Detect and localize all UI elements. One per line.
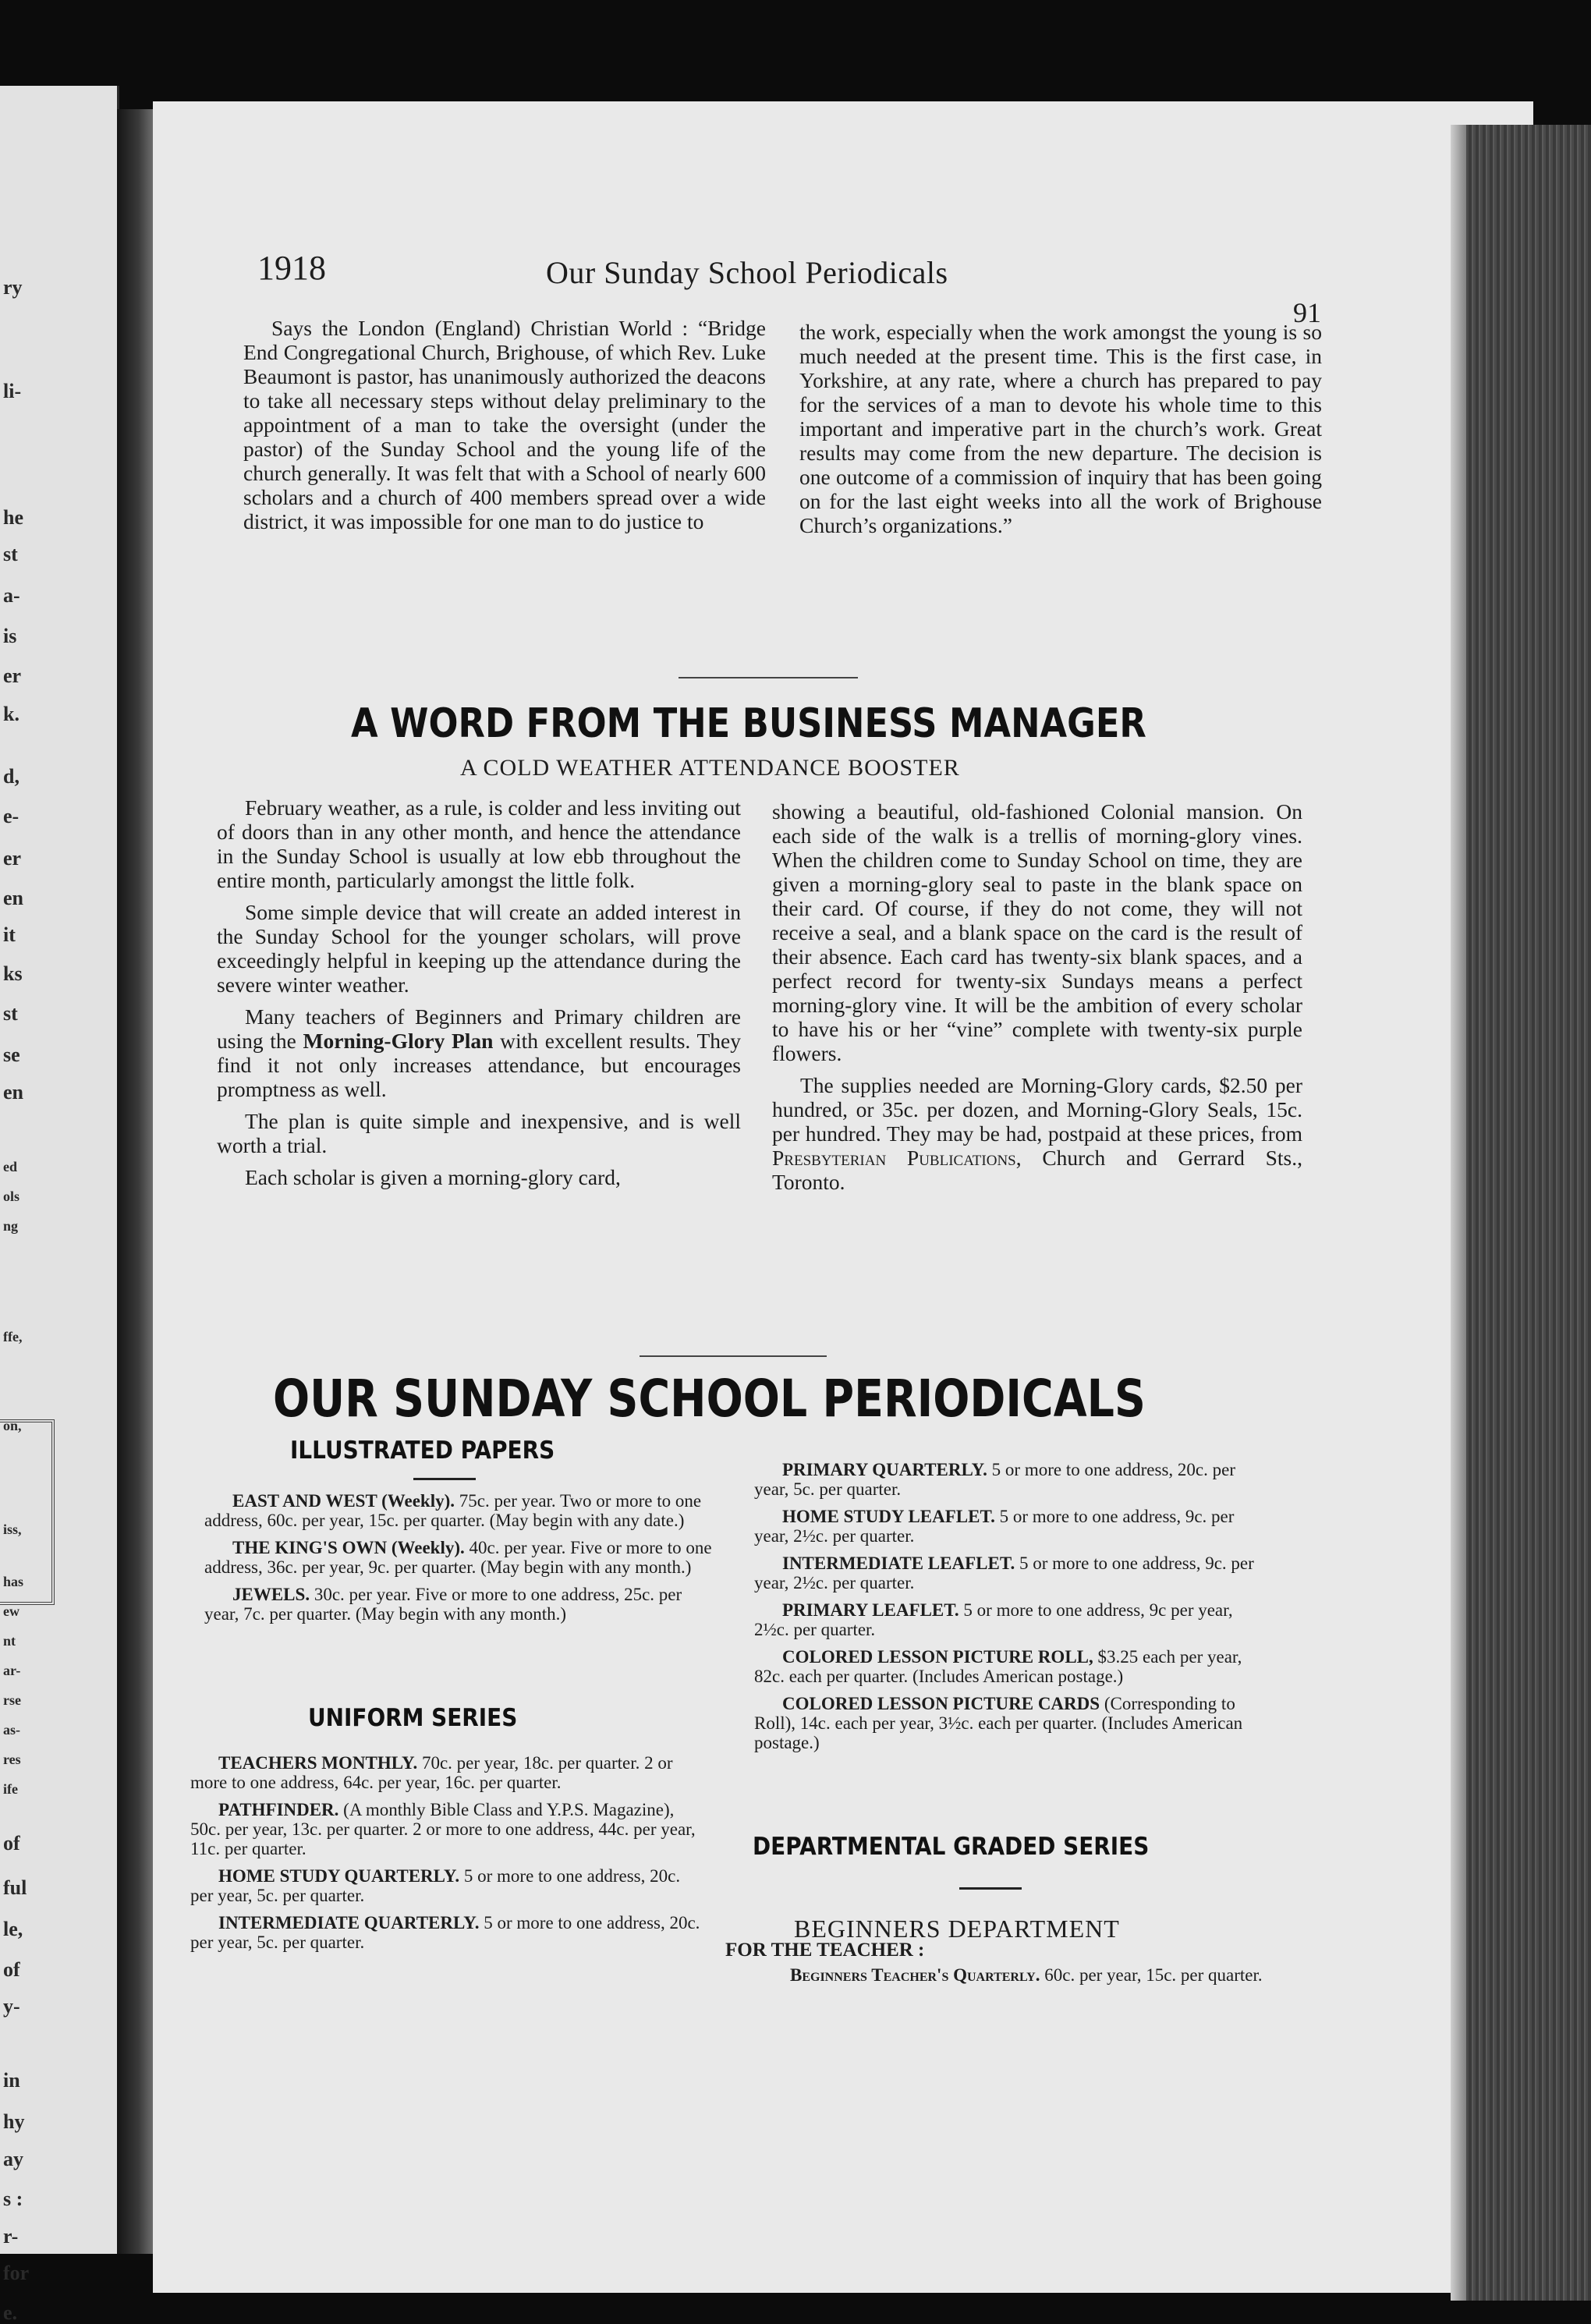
top-article-right-column — [799, 320, 1322, 545]
facing-page-fragment: of — [3, 1832, 20, 1855]
facing-page-fragment: it — [3, 923, 16, 947]
business-paragraph-4: The plan is quite simple and inexpensive, and is well worth a trial. — [217, 1109, 741, 1157]
facing-page-fragment: e. — [3, 2301, 18, 2324]
facing-page-fragment: ful — [3, 1876, 27, 1899]
business-right-paragraph-2: The supplies needed are Morning-Glory cards, $2.50 per hundred, or 35c. per dozen, and Morning-Glory Seals, 15c. per hundred. They may be had, postpaid at these prices, from Presbyterian Publications, Church and Gerrard Sts., Toronto. — [772, 1073, 1302, 1194]
facing-page-fragment: rse — [3, 1692, 21, 1708]
facing-page-fragment: is — [3, 624, 17, 647]
illustrated-papers-heading: ILLUSTRATED PAPERS — [290, 1437, 555, 1465]
business-right-column — [772, 799, 1302, 1202]
heading-rule — [959, 1887, 1022, 1890]
facing-page-fragment: iss, — [3, 1522, 22, 1537]
business-left-column — [217, 795, 741, 1197]
book-edge-pages — [1466, 125, 1591, 2301]
heading-rule — [413, 1478, 476, 1480]
running-title: Our Sunday School Periodicals — [546, 255, 948, 290]
facing-page-fragment: li- — [3, 380, 22, 402]
catalog-item-home-study-quarterly: HOME STUDY QUARTERLY. 5 or more to one address, 20c. per year, 5c. per quarter. — [190, 1866, 681, 1905]
page-gutter-shadow — [117, 109, 153, 2254]
facing-page-fragment: se — [3, 1043, 20, 1067]
catalog-item-kings-own: THE KING'S OWN (Weekly). 40c. per year. Five or more to one address, 36c. per year, 9c. per quarter. (May begin with any month.) — [204, 1538, 712, 1577]
top-article-left-column — [243, 316, 766, 541]
beginners-list — [745, 1965, 1275, 1993]
graded-series-heading: DEPARTMENTAL GRADED SERIES — [753, 1833, 1150, 1861]
facing-page-fragment: in — [3, 2069, 20, 2092]
year-label: 1918 — [257, 249, 326, 287]
facing-page-fragment: le, — [3, 1918, 23, 1941]
facing-page-fragment: ks — [3, 962, 23, 985]
facing-page-fragment: ed — [3, 1158, 17, 1174]
business-right-paragraph-1: showing a beautiful, old-fashioned Colonial mansion. On each side of the walk is a trellis of morning-glory vines. When the children come to Sunday School on time, they are given a morning-glory seal to paste in the blank space on their card. Of course, if they do not come, they will not receive a seal, and a blank space on the card is the result of their absence. Each card has twenty-six blank spaces, and a perfect record for twenty-six Sundays means a perfect morning-glory vine. It will be the ambition of every scholar to have his or her “vine” complete with twenty-six purple flowers. — [772, 799, 1302, 1065]
facing-page-fragment: a- — [3, 584, 20, 608]
running-header — [257, 242, 1349, 328]
facing-page-fragment: ife — [3, 1780, 18, 1797]
facing-page-fragment: s : — [3, 2188, 23, 2210]
facing-page-fragment: st — [3, 543, 18, 565]
facing-page-fragment: he — [3, 505, 23, 529]
facing-page-fragment: er — [3, 846, 22, 870]
facing-page-fragment: er — [3, 664, 22, 687]
page-number: 91 — [1293, 297, 1321, 328]
facing-page-fragment: st — [3, 1002, 18, 1025]
catalog-item-jewels: JEWELS. 30c. per year. Five or more to one address, 25c. per year, 7c. per quarter. (May begin with any month.) — [204, 1585, 682, 1624]
morning-glory-plan-bold: Morning-Glory Plan — [303, 1029, 494, 1053]
facing-page-fragment: ar- — [3, 1662, 21, 1678]
facing-page-fragment: r- — [3, 2224, 19, 2248]
catalog-item-picture-cards: COLORED LESSON PICTURE CARDS (Corresponding to Roll), 14c. each per year, 3½c. each per quarter. (Includes American postage.) — [754, 1694, 1243, 1752]
facing-page-fragment: as- — [3, 1721, 20, 1738]
presbyterian-publications: Presbyterian Publications — [772, 1146, 1016, 1170]
facing-page-fragment: k. — [3, 703, 19, 726]
periodicals-title: OUR SUNDAY SCHOOL PERIODICALS — [273, 1369, 1146, 1429]
facing-page-fragment: for — [3, 2262, 30, 2284]
facing-page-fragment: ew — [3, 1603, 19, 1619]
catalog-item-home-study-leaflet: HOME STUDY LEAFLET. 5 or more to one address, 9c. per year, 2½c. per quarter. — [754, 1507, 1235, 1546]
facing-page-fragment: y- — [3, 1995, 20, 2018]
catalog-item-intermediate-quarterly: INTERMEDIATE QUARTERLY. 5 or more to one address, 20c. per year, 5c. per quarter. — [190, 1913, 700, 1952]
top-article-left-text: Says the London (England) Christian World : “Bridge End Congregational Church, Brighouse, of which Rev. Luke Beaumont is pastor, has unanimously authorized the deacons to take all necessary steps without delay preliminary to the appointment of a man to take the oversight (under the pastor) of the Sunday School and the young life of the church generally. It was felt that with a School of nearly 600 scholars and a church of 400 members spread over a wide district, it was impossible for one man to do justice to — [243, 316, 766, 533]
facing-page-fragment: en — [3, 1080, 23, 1104]
facing-page-strip — [0, 86, 119, 2324]
business-paragraph-2: Some simple device that will create an added interest in the Sunday School for the younger scholars, will prove exceedingly helpful in keeping up the attendance during the severe winter weather. — [217, 900, 741, 997]
section-divider — [679, 677, 858, 678]
facing-page-fragment: res — [3, 1751, 21, 1767]
facing-page-fragment: has — [3, 1573, 24, 1589]
facing-page-fragment: ng — [3, 1217, 19, 1234]
facing-page-fragment: ols — [3, 1188, 20, 1204]
business-paragraph-3: Many teachers of Beginners and Primary children are using the Morning-Glory Plan with excellent results. They find it not only increases attendance, but encourages promptness as well. — [217, 1004, 741, 1101]
facing-page-fragment: hy — [3, 2110, 25, 2134]
illustrated-papers-list — [187, 1491, 718, 1631]
catalog-item-beginners-teachers-quarterly: Beginners Teacher's Quarterly. 60c. per year, 15c. per quarter. — [790, 1965, 1263, 1985]
catalog-item-primary-leaflet: PRIMARY LEAFLET. 5 or more to one address, 9c per year, 2½c. per quarter. — [754, 1600, 1233, 1639]
periodicals-right-list — [737, 1460, 1267, 1760]
business-manager-title: A WORD FROM THE BUSINESS MANAGER — [351, 700, 1146, 747]
catalog-item-picture-roll: COLORED LESSON PICTURE ROLL, $3.25 each per year, 82c. each per quarter. (Includes American postage.) — [754, 1647, 1242, 1686]
section-divider — [640, 1355, 827, 1357]
catalog-item-intermediate-leaflet: INTERMEDIATE LEAFLET. 5 or more to one address, 9c. per year, 2½c. per quarter. — [754, 1553, 1254, 1592]
facing-page-fragment: e- — [3, 805, 19, 828]
uniform-series-list — [173, 1753, 703, 1960]
catalog-item-pathfinder: PATHFINDER. (A monthly Bible Class and Y.P.S. Magazine), 50c. per year, 13c. per quarter. 2 or more to one address, 44c. per year, 11c. per quarter. — [190, 1800, 696, 1858]
uniform-series-heading: UNIFORM SERIES — [308, 1704, 518, 1732]
facing-page-fragment: ry — [3, 276, 23, 299]
catalog-item-teachers-monthly: TEACHERS MONTHLY. 70c. per year, 18c. per quarter. 2 or more to one address, 64c. per year, 16c. per quarter. — [190, 1753, 673, 1792]
top-article-right-text: the work, especially when the work amongst the young is so much needed at the present time. This is the first case, in Yorkshire, at any rate, where a church has prepared to pay for the services of a man to devote his whole time to this important and imperative part in the church’s work. Great results may come from the new departure. The decision is one outcome of a commission of inquiry that has been going on for the last eight weeks into all the work of Brighouse Church’s organizations.” — [799, 320, 1322, 537]
facing-page-fragment: of — [3, 1957, 20, 1981]
facing-page-fragment: nt — [3, 1632, 16, 1649]
facing-page-fragment: d, — [3, 765, 19, 788]
business-paragraph-5: Each scholar is given a morning-glory card, — [245, 1165, 621, 1189]
business-manager-subtitle: A COLD WEATHER ATTENDANCE BOOSTER — [460, 755, 960, 781]
catalog-item-east-and-west: EAST AND WEST (Weekly). 75c. per year. Two or more to one address, 60c. per year, 15c. per quarter. (May begin with any date.) — [204, 1491, 702, 1530]
facing-page-fragment: ffe, — [3, 1329, 23, 1344]
facing-page-fragment: ay — [3, 2147, 23, 2170]
catalog-item-primary-quarterly: PRIMARY QUARTERLY. 5 or more to one address, 20c. per year, 5c. per quarter. — [754, 1460, 1235, 1499]
business-paragraph-1: February weather, as a rule, is colder and less inviting out of doors than in any other month, and hence the attendance in the Sunday School is usually at low ebb throughout the entire month, particularly amongst the little folk. — [217, 795, 741, 892]
for-the-teacher-label: FOR THE TEACHER : — [725, 1940, 925, 1961]
facing-page-box — [0, 1419, 55, 1605]
facing-page-fragment: en — [3, 886, 23, 909]
beginners-department-heading: BEGINNERS DEPARTMENT — [794, 1915, 1120, 1943]
facing-page-fragment: on, — [3, 1418, 22, 1433]
